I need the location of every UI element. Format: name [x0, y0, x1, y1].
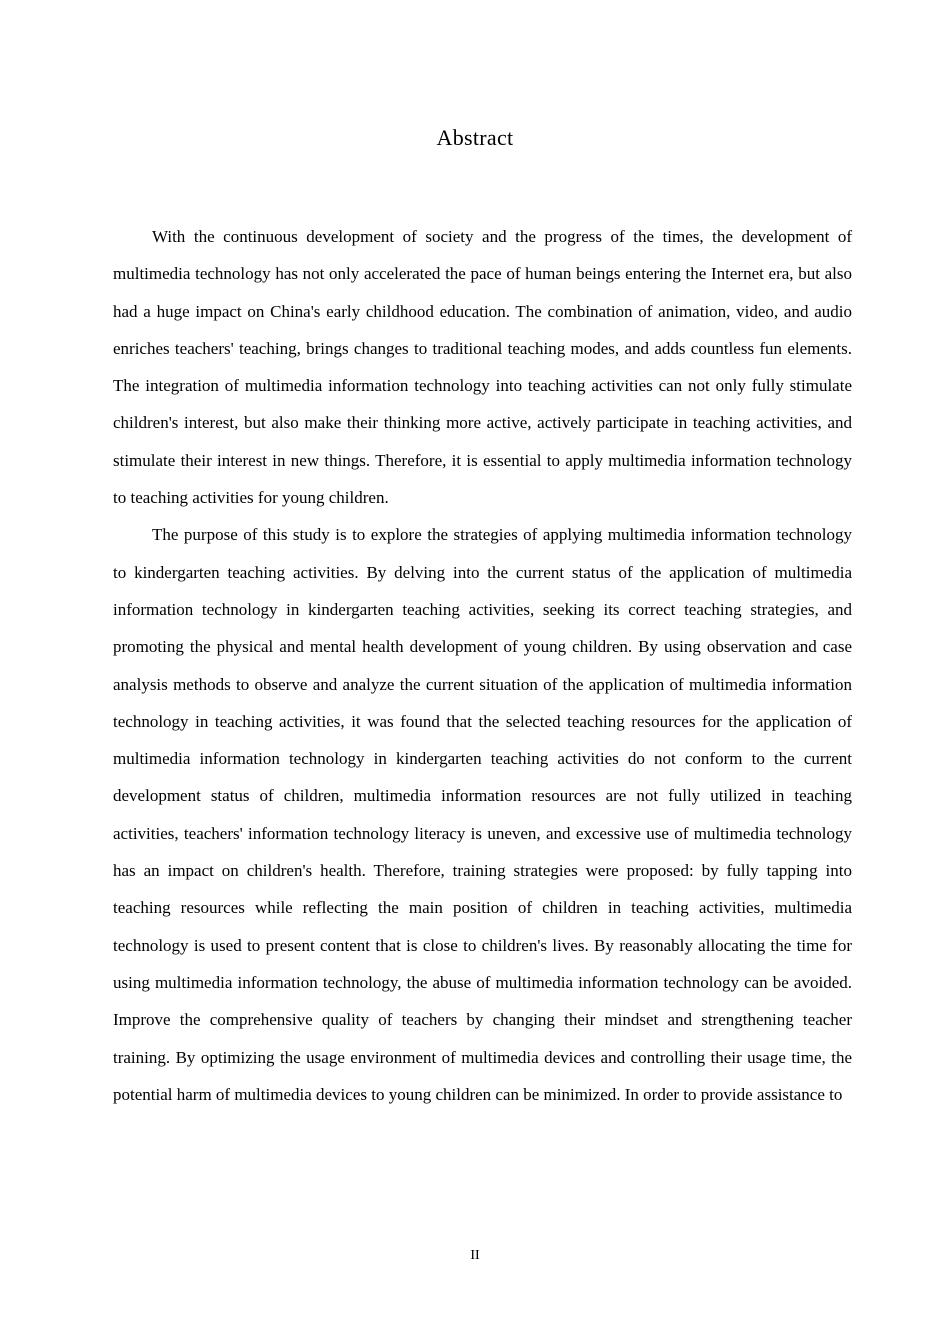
- abstract-paragraph-2: The purpose of this study is to explore the strategies of applying multimedia information technology to kindergarten teaching activities. By delving into the current status of the application of multimedia information technology in kindergarten teaching activities, seeking its correct teaching strategies, and promoting the physical and mental health development of young children. By using observation and case analysis methods to observe and analyze the current situation of the application of multimedia information technology in teaching activities, it was found that the selected teaching resources for the application of multimedia information technology in kindergarten teaching activities do not conform to the current development status of children, multimedia information resources are not fully utilized in teaching activities, teachers' information technology literacy is uneven, and excessive use of multimedia technology has an impact on children's health. Therefore, training strategies were proposed: by fully tapping into teaching resources while reflecting the main position of children in teaching activities, multimedia technology is used to present content that is close to children's lives. By reasonably allocating the time for using multimedia information technology, the abuse of multimedia information technology can be avoided. Improve the comprehensive quality of teachers by changing their mindset and strengthening teacher training. By optimizing the usage environment of multimedia devices and controlling their usage time, the potential harm of multimedia devices to young children can be minimized. In order to provide assistance to: [113, 525, 852, 1104]
- page-number: II: [470, 1248, 480, 1263]
- abstract-body: [113, 218, 852, 1113]
- abstract-paragraph-1: With the continuous development of society and the progress of the times, the development of multimedia technology has not only accelerated the pace of human beings entering the Internet era, but also had a huge impact on China's early childhood education. The combination of animation, video, and audio enriches teachers' teaching, brings changes to traditional teaching modes, and adds countless fun elements. The integration of multimedia information technology into teaching activities can not only fully stimulate children's interest, but also make their thinking more active, actively participate in teaching activities, and stimulate their interest in new things. Therefore, it is essential to apply multimedia information technology to teaching activities for young children.: [113, 227, 852, 508]
- page-title: Abstract: [436, 125, 514, 150]
